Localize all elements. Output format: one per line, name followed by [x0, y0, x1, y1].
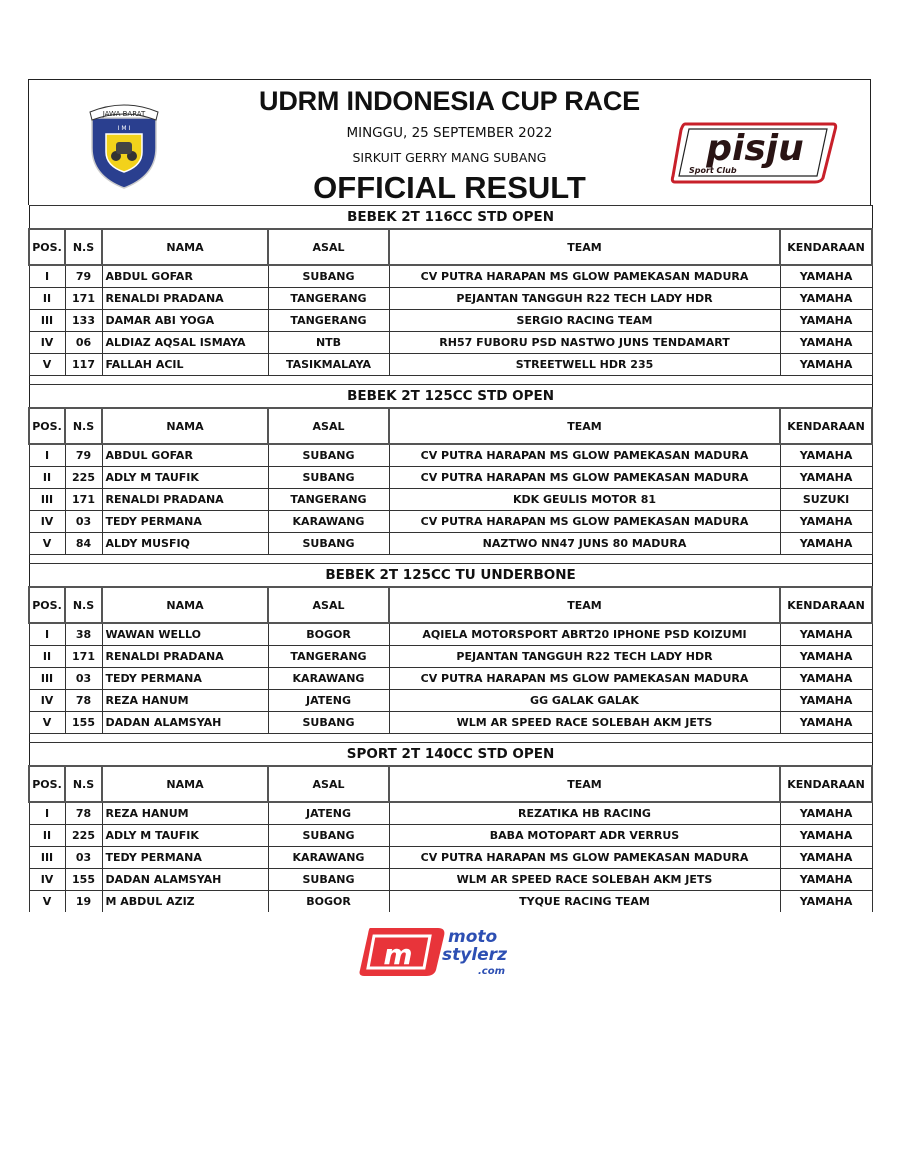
cell-ns: 78	[65, 802, 102, 825]
svg-text:m: m	[383, 938, 413, 971]
cell-team: AQIELA MOTORSPORT ABRT20 IPHONE PSD KOIZUMI	[389, 623, 780, 646]
cell-asal: SUBANG	[268, 869, 389, 891]
cell-nama: ADLY M TAUFIK	[102, 467, 268, 489]
cell-nama: ALDIAZ AQSAL ISMAYA	[102, 332, 268, 354]
column-header-pos: POS.	[29, 408, 65, 444]
column-header-asal: ASAL	[268, 766, 389, 802]
cell-nama: ALDY MUSFIQ	[102, 533, 268, 555]
result-sheet	[28, 79, 871, 912]
cell-nama: DADAN ALAMSYAH	[102, 869, 268, 891]
cell-nama: RENALDI PRADANA	[102, 489, 268, 511]
cell-pos: V	[29, 354, 65, 376]
cell-kendaraan: YAMAHA	[780, 690, 872, 712]
cell-ns: 03	[65, 847, 102, 869]
table-row	[29, 869, 872, 891]
column-header-nama: NAMA	[102, 587, 268, 623]
table-row	[29, 623, 872, 646]
table-row	[29, 467, 872, 489]
official-result-heading: OFFICIAL RESULT	[313, 170, 586, 205]
cell-team: WLM AR SPEED RACE SOLEBAH AKM JETS	[389, 869, 780, 891]
cell-pos: III	[29, 489, 65, 511]
cell-pos: III	[29, 310, 65, 332]
cell-asal: SUBANG	[268, 533, 389, 555]
cell-asal: KARAWANG	[268, 511, 389, 533]
cell-asal: JATENG	[268, 690, 389, 712]
column-header-kendaraan: KENDARAAN	[780, 408, 872, 444]
cell-nama: WAWAN WELLO	[102, 623, 268, 646]
cell-kendaraan: YAMAHA	[780, 310, 872, 332]
table-row	[29, 354, 872, 376]
cell-ns: 171	[65, 288, 102, 310]
cell-asal: JATENG	[268, 802, 389, 825]
cell-kendaraan: YAMAHA	[780, 354, 872, 376]
column-header-row	[29, 587, 872, 623]
cell-kendaraan: YAMAHA	[780, 847, 872, 869]
cell-kendaraan: YAMAHA	[780, 802, 872, 825]
cell-nama: ADLY M TAUFIK	[102, 825, 268, 847]
column-header-row	[29, 408, 872, 444]
category-title-row	[29, 564, 872, 588]
cell-team: NAZTWO NN47 JUNS 80 MADURA	[389, 533, 780, 555]
column-header-row	[29, 229, 872, 265]
cell-nama: REZA HANUM	[102, 802, 268, 825]
cell-asal: SUBANG	[268, 825, 389, 847]
cell-pos: II	[29, 467, 65, 489]
cell-pos: III	[29, 668, 65, 690]
table-row	[29, 690, 872, 712]
cell-kendaraan: YAMAHA	[780, 332, 872, 354]
cell-ns: 171	[65, 489, 102, 511]
cell-kendaraan: YAMAHA	[780, 467, 872, 489]
cell-asal: TANGERANG	[268, 288, 389, 310]
cell-ns: 225	[65, 467, 102, 489]
table-row	[29, 511, 872, 533]
table-row	[29, 332, 872, 354]
watermark-line2: stylerz	[442, 945, 507, 965]
cell-kendaraan: YAMAHA	[780, 668, 872, 690]
cell-kendaraan: YAMAHA	[780, 444, 872, 467]
cell-kendaraan: YAMAHA	[780, 511, 872, 533]
column-header-asal: ASAL	[268, 587, 389, 623]
cell-ns: 84	[65, 533, 102, 555]
cell-nama: TEDY PERMANA	[102, 668, 268, 690]
cell-pos: I	[29, 444, 65, 467]
cell-ns: 79	[65, 444, 102, 467]
cell-team: CV PUTRA HARAPAN MS GLOW PAMEKASAN MADURA	[389, 668, 780, 690]
cell-kendaraan: YAMAHA	[780, 646, 872, 668]
cell-pos: V	[29, 891, 65, 913]
cell-ns: 38	[65, 623, 102, 646]
cell-kendaraan: YAMAHA	[780, 265, 872, 288]
cell-pos: IV	[29, 511, 65, 533]
cell-team: GG GALAK GALAK	[389, 690, 780, 712]
cell-ns: 155	[65, 712, 102, 734]
category-title: BEBEK 2T 125CC STD OPEN	[29, 385, 872, 409]
cell-asal: SUBANG	[268, 712, 389, 734]
section-spacer	[29, 734, 872, 743]
imi-badge-top-text: JAWA BARAT	[102, 110, 146, 118]
column-header-team: TEAM	[389, 766, 780, 802]
cell-pos: II	[29, 646, 65, 668]
results-table	[28, 205, 873, 912]
column-header-ns: N.S	[65, 229, 102, 265]
category-title-row	[29, 385, 872, 409]
imi-badge-mid-text: I M I	[117, 125, 131, 132]
cell-nama: ABDUL GOFAR	[102, 444, 268, 467]
table-row	[29, 288, 872, 310]
table-row	[29, 489, 872, 511]
cell-pos: II	[29, 825, 65, 847]
cell-team: WLM AR SPEED RACE SOLEBAH AKM JETS	[389, 712, 780, 734]
table-row	[29, 265, 872, 288]
cell-kendaraan: YAMAHA	[780, 825, 872, 847]
column-header-pos: POS.	[29, 229, 65, 265]
cell-kendaraan: YAMAHA	[780, 288, 872, 310]
cell-team: CV PUTRA HARAPAN MS GLOW PAMEKASAN MADURA	[389, 444, 780, 467]
cell-ns: 78	[65, 690, 102, 712]
cell-ns: 225	[65, 825, 102, 847]
event-date: MINGGU, 25 SEPTEMBER 2022	[346, 125, 553, 141]
cell-kendaraan: YAMAHA	[780, 533, 872, 555]
table-row	[29, 310, 872, 332]
cell-ns: 03	[65, 511, 102, 533]
cell-team: RH57 FUBORU PSD NASTWO JUNS TENDAMART	[389, 332, 780, 354]
cell-nama: RENALDI PRADANA	[102, 288, 268, 310]
cell-pos: IV	[29, 869, 65, 891]
cell-asal: SUBANG	[268, 444, 389, 467]
cell-team: PEJANTAN TANGGUH R22 TECH LADY HDR	[389, 646, 780, 668]
section-spacer	[29, 555, 872, 564]
cell-pos: I	[29, 623, 65, 646]
pisju-logo-icon	[669, 120, 839, 184]
cell-kendaraan: YAMAHA	[780, 869, 872, 891]
table-row	[29, 847, 872, 869]
column-header-nama: NAMA	[102, 408, 268, 444]
column-header-nama: NAMA	[102, 766, 268, 802]
cell-asal: KARAWANG	[268, 668, 389, 690]
cell-ns: 79	[65, 265, 102, 288]
cell-pos: III	[29, 847, 65, 869]
cell-pos: V	[29, 712, 65, 734]
cell-team: KDK GEULIS MOTOR 81	[389, 489, 780, 511]
event-venue: SIRKUIT GERRY MANG SUBANG	[352, 150, 547, 165]
section-spacer-cell	[29, 734, 872, 743]
cell-nama: TEDY PERMANA	[102, 847, 268, 869]
cell-ns: 117	[65, 354, 102, 376]
cell-kendaraan: YAMAHA	[780, 623, 872, 646]
cell-asal: NTB	[268, 332, 389, 354]
table-row	[29, 444, 872, 467]
cell-asal: BOGOR	[268, 623, 389, 646]
cell-asal: TANGERANG	[268, 489, 389, 511]
column-header-ns: N.S	[65, 408, 102, 444]
column-header-nama: NAMA	[102, 229, 268, 265]
section-spacer-cell	[29, 376, 872, 385]
cell-ns: 19	[65, 891, 102, 913]
cell-pos: IV	[29, 332, 65, 354]
motostylerz-watermark-icon	[358, 920, 530, 980]
column-header-team: TEAM	[389, 408, 780, 444]
cell-kendaraan: SUZUKI	[780, 489, 872, 511]
column-header-team: TEAM	[389, 229, 780, 265]
event-title: UDRM INDONESIA CUP RACE	[259, 86, 640, 116]
cell-nama: DAMAR ABI YOGA	[102, 310, 268, 332]
category-title-row	[29, 743, 872, 767]
cell-team: PEJANTAN TANGGUH R22 TECH LADY HDR	[389, 288, 780, 310]
category-title: BEBEK 2T 116CC STD OPEN	[29, 206, 872, 230]
column-header-ns: N.S	[65, 766, 102, 802]
watermark-line3: .com	[478, 966, 506, 977]
cell-team: TYQUE RACING TEAM	[389, 891, 780, 913]
cell-ns: 171	[65, 646, 102, 668]
cell-nama: REZA HANUM	[102, 690, 268, 712]
cell-team: CV PUTRA HARAPAN MS GLOW PAMEKASAN MADURA	[389, 467, 780, 489]
cell-team: CV PUTRA HARAPAN MS GLOW PAMEKASAN MADURA	[389, 847, 780, 869]
watermark-line1: moto	[448, 927, 498, 947]
table-row	[29, 668, 872, 690]
table-row	[29, 802, 872, 825]
cell-team: SERGIO RACING TEAM	[389, 310, 780, 332]
category-title: SPORT 2T 140CC STD OPEN	[29, 743, 872, 767]
column-header-kendaraan: KENDARAAN	[780, 587, 872, 623]
section-spacer-cell	[29, 555, 872, 564]
column-header-asal: ASAL	[268, 408, 389, 444]
cell-asal: TASIKMALAYA	[268, 354, 389, 376]
table-row	[29, 646, 872, 668]
result-header	[28, 79, 871, 205]
cell-asal: TANGERANG	[268, 646, 389, 668]
section-spacer	[29, 376, 872, 385]
column-header-kendaraan: KENDARAAN	[780, 766, 872, 802]
column-header-pos: POS.	[29, 587, 65, 623]
cell-team: REZATIKA HB RACING	[389, 802, 780, 825]
cell-ns: 155	[65, 869, 102, 891]
cell-asal: KARAWANG	[268, 847, 389, 869]
cell-pos: V	[29, 533, 65, 555]
cell-nama: FALLAH ACIL	[102, 354, 268, 376]
cell-ns: 133	[65, 310, 102, 332]
cell-nama: M ABDUL AZIZ	[102, 891, 268, 913]
column-header-kendaraan: KENDARAAN	[780, 229, 872, 265]
pisju-logo-subtext: Sport Club	[689, 166, 737, 175]
column-header-asal: ASAL	[268, 229, 389, 265]
table-row	[29, 533, 872, 555]
cell-team: CV PUTRA HARAPAN MS GLOW PAMEKASAN MADURA	[389, 511, 780, 533]
cell-kendaraan: YAMAHA	[780, 891, 872, 913]
cell-asal: SUBANG	[268, 467, 389, 489]
cell-asal: BOGOR	[268, 891, 389, 913]
cell-nama: TEDY PERMANA	[102, 511, 268, 533]
cell-asal: SUBANG	[268, 265, 389, 288]
cell-nama: ABDUL GOFAR	[102, 265, 268, 288]
cell-team: STREETWELL HDR 235	[389, 354, 780, 376]
cell-asal: TANGERANG	[268, 310, 389, 332]
column-header-row	[29, 766, 872, 802]
cell-team: BABA MOTOPART ADR VERRUS	[389, 825, 780, 847]
table-row	[29, 825, 872, 847]
column-header-ns: N.S	[65, 587, 102, 623]
table-row	[29, 712, 872, 734]
cell-kendaraan: YAMAHA	[780, 712, 872, 734]
column-header-pos: POS.	[29, 766, 65, 802]
cell-nama: DADAN ALAMSYAH	[102, 712, 268, 734]
cell-ns: 03	[65, 668, 102, 690]
cell-ns: 06	[65, 332, 102, 354]
cell-pos: I	[29, 802, 65, 825]
cell-team: CV PUTRA HARAPAN MS GLOW PAMEKASAN MADURA	[389, 265, 780, 288]
pisju-logo-text: pisju	[706, 128, 804, 169]
cell-nama: RENALDI PRADANA	[102, 646, 268, 668]
category-title: BEBEK 2T 125CC TU UNDERBONE	[29, 564, 872, 588]
table-row	[29, 891, 872, 913]
cell-pos: II	[29, 288, 65, 310]
category-title-row	[29, 206, 872, 230]
cell-pos: IV	[29, 690, 65, 712]
cell-pos: I	[29, 265, 65, 288]
column-header-team: TEAM	[389, 587, 780, 623]
